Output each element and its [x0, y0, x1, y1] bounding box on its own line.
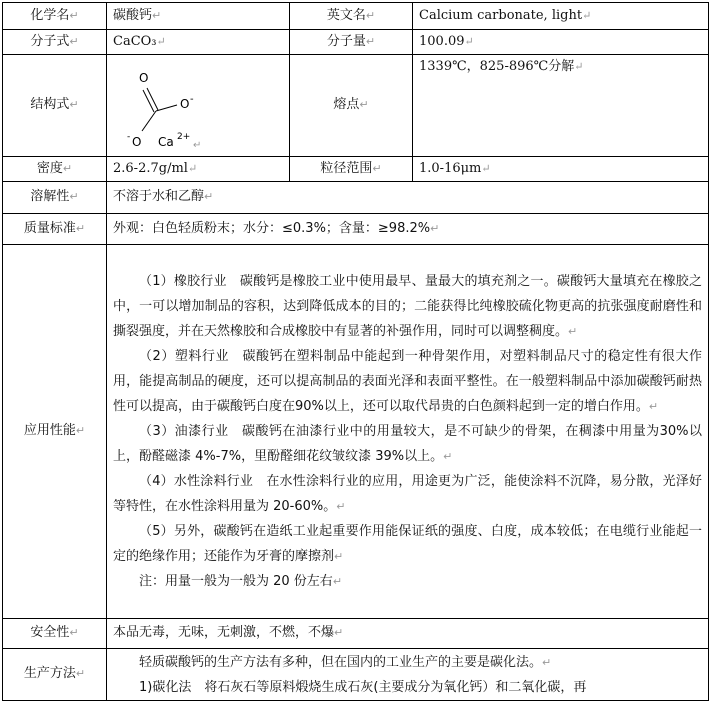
- application-paragraph-rubber: （1）橡胶行业 碳酸钙是橡胶工业中使用最早、量最大的填充剂之一。碳酸钙大量填充在橡胶之中，一可以增加制品的容积，达到降低成本的目的；二能获得比纯橡胶硫化物更高的抗张强度耐磨性和撕裂强度，并在天然橡胶和合成橡胶中有显著的补强作用，同时可以调整稠度。↵: [113, 274, 702, 339]
- safety-value: 本品无毒，无味，无刺激，不燃，不爆↵: [107, 619, 709, 649]
- atom-ca: Ca: [158, 135, 174, 149]
- row-chem-name: [3, 3, 709, 30]
- application-text: [107, 245, 709, 619]
- production-label: 生产方法↵: [3, 649, 107, 701]
- density-label: 密度↵: [3, 157, 107, 182]
- charge-o-right: -: [190, 94, 194, 105]
- row-safety: [3, 619, 709, 649]
- caco3-structure: [113, 58, 283, 153]
- solubility-label: 溶解性↵: [3, 182, 107, 214]
- safety-label: 安全性↵: [3, 619, 107, 649]
- application-paragraph-other: （5）另外，碳酸钙在造纸工业起重要作用能保证纸的强度、白度，成本较低；在电缆行业能起一定的绝缘作用；还能作为牙膏的摩擦剂↵: [113, 524, 702, 564]
- particle-label: 粒径范围↵: [290, 157, 413, 182]
- production-text: [107, 649, 709, 701]
- melting-label: 熔点↵: [290, 55, 413, 157]
- bond-right: [156, 105, 177, 111]
- charge-ca: 2+: [177, 132, 191, 142]
- mw-value: 100.09↵: [413, 30, 709, 55]
- bond-bottom: [142, 111, 156, 131]
- chem-name-value: 碳酸钙↵: [107, 3, 290, 30]
- structure-diagram: [107, 55, 290, 157]
- formula-label: 分子式↵: [3, 30, 107, 55]
- application-paragraph-paint: （3）油漆行业 碳酸钙在油漆行业中的用量较大，是不可缺少的骨架，在稠漆中用量为30%以上，酚醛磁漆 4%-7%，里酚醛细花纹皱纹漆 39%以上。↵: [113, 424, 702, 464]
- row-structure: [3, 55, 709, 157]
- mw-label: 分子量↵: [290, 30, 413, 55]
- quality-value: 外观：白色轻质粉末；水分：≤0.3%；含量：≥98.2%↵: [107, 214, 709, 245]
- chem-name-label: 化学名↵: [3, 3, 107, 30]
- particle-value: 1.0-16μm↵: [413, 157, 709, 182]
- row-formula: [3, 30, 709, 55]
- row-density: [3, 157, 709, 182]
- structure-label: 结构式↵: [3, 55, 107, 157]
- formula-value: CaCO₃↵: [107, 30, 290, 55]
- en-name-value: Calcium carbonate, light↵: [413, 3, 709, 30]
- en-name-label: 英文名↵: [290, 3, 413, 30]
- row-solubility: [3, 182, 709, 214]
- row-production: [3, 649, 709, 701]
- atom-o-top: O: [139, 71, 149, 85]
- double-bond-line-1: [143, 90, 154, 112]
- double-bond-line-2: [147, 88, 158, 110]
- production-paragraph-intro: 轻质碳酸钙的生产方法有多种，但在国内的工业生产的主要是碳化法。↵: [139, 654, 552, 670]
- row-application: [3, 245, 709, 619]
- atom-o-right: O: [180, 97, 190, 111]
- density-value: 2.6-2.7g/ml↵: [107, 157, 290, 182]
- solubility-value: 不溶于水和乙醇↵: [107, 182, 709, 214]
- application-note: 注：用量一般为一般为 20 份左右↵: [139, 574, 343, 589]
- application-label: 应用性能↵: [3, 245, 107, 619]
- melting-value: 1339℃，825-896℃分解↵: [413, 55, 709, 157]
- spec-table: [2, 2, 709, 701]
- marker-structure: ↵: [193, 140, 202, 151]
- application-paragraph-plastics: （2）塑料行业 碳酸钙在塑料制品中能起到一种骨架作用，对塑料制品尺寸的稳定性有很大作用，能提高制品的硬度，还可以提高制品的表面光泽和表面平整性。在一般塑料制品中添加碳酸钙耐热性可以提高，由于碳酸钙白度在90%以上，还可以取代昂贵的白色颜料起到一定的增白作用。↵: [113, 349, 702, 414]
- row-quality: [3, 214, 709, 245]
- quality-label: 质量标准↵: [3, 214, 107, 245]
- atom-o-bottom: O: [132, 135, 142, 149]
- production-paragraph-carbonation: 1)碳化法 将石灰石等原料煅烧生成石灰(主要成分为氧化钙）和二氧化碳，再: [139, 679, 587, 695]
- charge-o-bottom: -: [127, 132, 131, 142]
- application-paragraph-waterborne: （4）水性涂料行业 在水性涂料行业的应用，用途更为广泛，能使涂料不沉降，易分散，光泽好等特性，在水性涂料用量为 20-60%。↵: [113, 474, 702, 514]
